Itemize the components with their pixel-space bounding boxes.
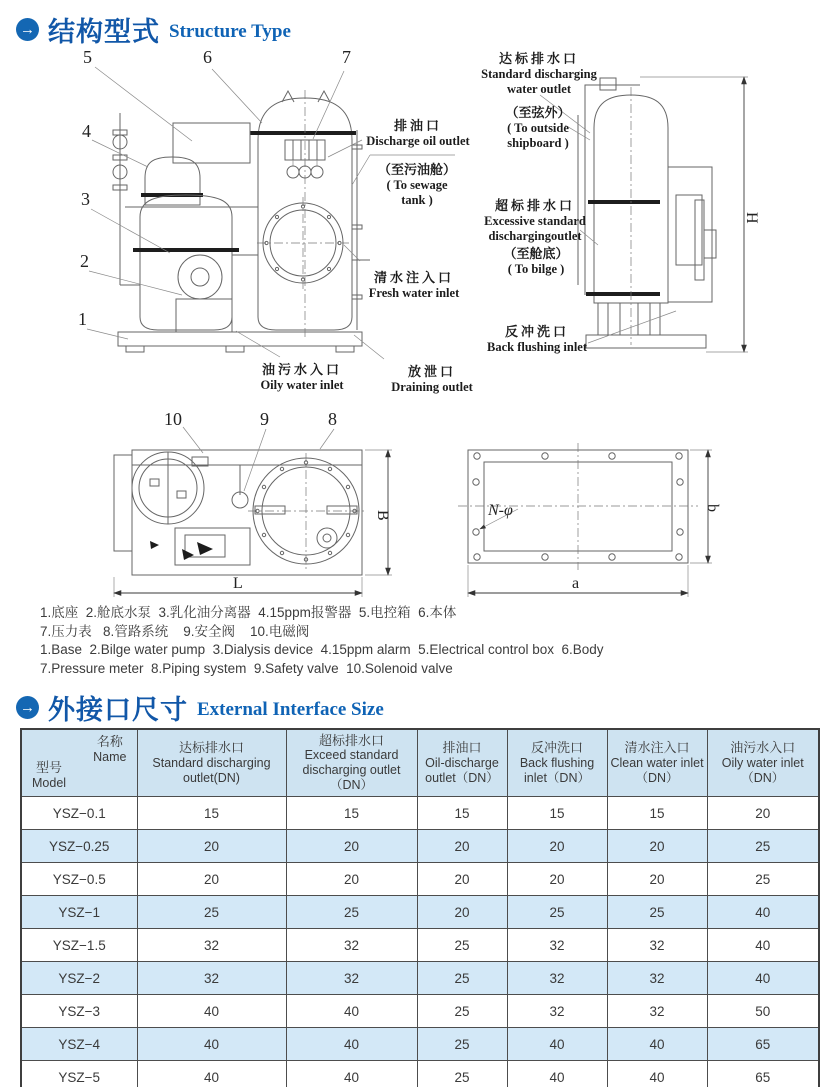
corner-model: 型号 Model (32, 760, 67, 791)
value-cell: 20 (607, 830, 707, 863)
value-cell: 40 (707, 896, 819, 929)
value-cell: 40 (286, 995, 417, 1028)
value-cell: 15 (417, 797, 507, 830)
label-to-outside-shipboard: （至弦外） ( To outside shipboard ) (505, 105, 571, 150)
value-cell: 25 (417, 929, 507, 962)
hole-count-label: N-φ (488, 502, 513, 519)
table-corner-cell (21, 729, 137, 797)
table-row (21, 1061, 819, 1087)
value-cell: 32 (507, 929, 607, 962)
value-cell: 20 (286, 863, 417, 896)
callout-8: 8 (328, 409, 337, 429)
value-cell: 32 (286, 962, 417, 995)
label-draining-outlet: 放泄口 Draining outlet (391, 364, 473, 394)
dim-a: a (572, 575, 580, 592)
table-row (21, 797, 819, 830)
value-cell: 20 (417, 830, 507, 863)
table-row (21, 929, 819, 962)
value-cell: 25 (607, 896, 707, 929)
value-cell: 25 (417, 995, 507, 1028)
interface-size-table (20, 728, 820, 1087)
model-cell: YSZ−4 (21, 1028, 137, 1061)
callout-2: 2 (80, 251, 89, 271)
legend-zh-line2: 7.压力表 8.管路系统 9.安全阀 10.电磁阀 (40, 623, 310, 639)
model-cell: YSZ−5 (21, 1061, 137, 1087)
table-row (21, 896, 819, 929)
legend-zh-line1: 1.底座 2.舱底水泵 3.乳化油分离器 4.15ppm报警器 5.电控箱 6.本体 (40, 605, 457, 620)
value-cell: 40 (707, 962, 819, 995)
col-header-standard-discharging: 达标排水口 Standard discharging outlet(DN) (137, 729, 286, 797)
value-cell: 50 (707, 995, 819, 1028)
dim-B: B (374, 510, 391, 521)
value-cell: 65 (707, 1061, 819, 1087)
arrow-circle-icon: → (16, 18, 39, 41)
label-back-flushing-inlet: 反冲洗口 Back flushing inlet (486, 324, 588, 354)
legend-en-line2: 7.Pressure meter 8.Piping system 9.Safety valve 10.Solenoid valve (40, 660, 453, 676)
value-cell: 32 (607, 962, 707, 995)
value-cell: 25 (707, 863, 819, 896)
base-plan-drawing (458, 443, 721, 597)
parts-legend (40, 604, 800, 679)
dim-b: b (704, 504, 721, 512)
value-cell: 20 (417, 863, 507, 896)
table-row (21, 995, 819, 1028)
value-cell: 20 (607, 863, 707, 896)
model-cell: YSZ−3 (21, 995, 137, 1028)
value-cell: 40 (607, 1061, 707, 1087)
value-cell: 25 (417, 962, 507, 995)
arrow-circle-icon: → (16, 696, 39, 719)
col-header-oily-water: 油污水入口 Oily water inlet（DN） (707, 729, 819, 797)
value-cell: 32 (507, 962, 607, 995)
value-cell: 20 (507, 830, 607, 863)
value-cell: 15 (507, 797, 607, 830)
callout-4: 4 (82, 121, 91, 141)
model-cell: YSZ−2 (21, 962, 137, 995)
section-title-zh: 外接口尺寸 (48, 695, 188, 725)
col-header-oil-discharge: 排油口 Oil-discharge outlet（DN） (417, 729, 507, 797)
technical-drawings (0, 45, 830, 607)
value-cell: 15 (607, 797, 707, 830)
value-cell: 40 (286, 1028, 417, 1061)
value-cell: 25 (507, 896, 607, 929)
value-cell: 40 (507, 1061, 607, 1087)
model-cell: YSZ−0.25 (21, 830, 137, 863)
value-cell: 25 (417, 1061, 507, 1087)
label-to-sewage-tank: （至污油舱） ( To sewage tank ) (377, 162, 456, 207)
value-cell: 40 (286, 1061, 417, 1087)
callout-1: 1 (78, 309, 87, 329)
section-title-en: External Interface Size (197, 698, 384, 720)
value-cell: 15 (137, 797, 286, 830)
value-cell: 32 (286, 929, 417, 962)
value-cell: 65 (707, 1028, 819, 1061)
value-cell: 40 (507, 1028, 607, 1061)
callout-5: 5 (83, 47, 92, 67)
table-row (21, 863, 819, 896)
section-title-zh: 结构型式 (48, 17, 160, 47)
value-cell: 25 (417, 1028, 507, 1061)
corner-name: 名称 Name (93, 734, 127, 765)
label-fresh-water-inlet: 清水注入口 Fresh water inlet (368, 270, 460, 300)
value-cell: 40 (607, 1028, 707, 1061)
value-cell: 25 (707, 830, 819, 863)
table-row (21, 962, 819, 995)
value-cell: 40 (707, 929, 819, 962)
model-cell: YSZ−0.5 (21, 863, 137, 896)
callout-9: 9 (260, 409, 269, 429)
table-header-row (21, 729, 819, 797)
value-cell: 25 (137, 896, 286, 929)
value-cell: 20 (417, 896, 507, 929)
structure-section-header (16, 10, 291, 49)
top-view-drawing (114, 409, 392, 597)
value-cell: 40 (137, 995, 286, 1028)
callout-6: 6 (203, 47, 212, 67)
col-header-clean-water: 清水注入口 Clean water inlet（DN） (607, 729, 707, 797)
dim-H: H (743, 212, 760, 224)
callout-3: 3 (81, 189, 90, 209)
value-cell: 32 (507, 995, 607, 1028)
value-cell: 20 (137, 830, 286, 863)
value-cell: 40 (137, 1028, 286, 1061)
model-cell: YSZ−1 (21, 896, 137, 929)
value-cell: 20 (137, 863, 286, 896)
interface-section-header (16, 688, 384, 727)
label-to-bilge: （至舱底） ( To bilge ) (503, 246, 569, 276)
value-cell: 40 (137, 1061, 286, 1087)
value-cell: 20 (707, 797, 819, 830)
callout-10: 10 (164, 409, 182, 429)
value-cell: 15 (286, 797, 417, 830)
label-excessive-discharging-outlet: 超标排水口 Excessive standard dischargingoutlet (484, 198, 586, 243)
legend-en-line1: 1.Base 2.Bilge water pump 3.Dialysis device 4.15ppm alarm 5.Electrical control box 6.Body (40, 642, 604, 658)
col-header-exceed-standard: 超标排水口 Exceed standard discharging outlet（DN） (286, 729, 417, 797)
col-header-back-flushing: 反冲洗口 Back flushing inlet（DN） (507, 729, 607, 797)
value-cell: 32 (137, 962, 286, 995)
label-oily-water-inlet: 油污水入口 Oily water inlet (260, 362, 344, 392)
label-discharge-oil-outlet: 排油口 Discharge oil outlet (366, 118, 470, 148)
model-cell: YSZ−0.1 (21, 797, 137, 830)
dim-L: L (233, 575, 243, 592)
value-cell: 32 (607, 929, 707, 962)
table-row (21, 830, 819, 863)
callout-7: 7 (342, 47, 351, 67)
value-cell: 32 (137, 929, 286, 962)
value-cell: 25 (286, 896, 417, 929)
value-cell: 32 (607, 995, 707, 1028)
value-cell: 20 (286, 830, 417, 863)
section-title-en: Structure Type (169, 20, 291, 42)
value-cell: 20 (507, 863, 607, 896)
table-row (21, 1028, 819, 1061)
label-standard-discharging-outlet: 达标排水口 Standard discharging water outlet (481, 51, 597, 96)
model-cell: YSZ−1.5 (21, 929, 137, 962)
